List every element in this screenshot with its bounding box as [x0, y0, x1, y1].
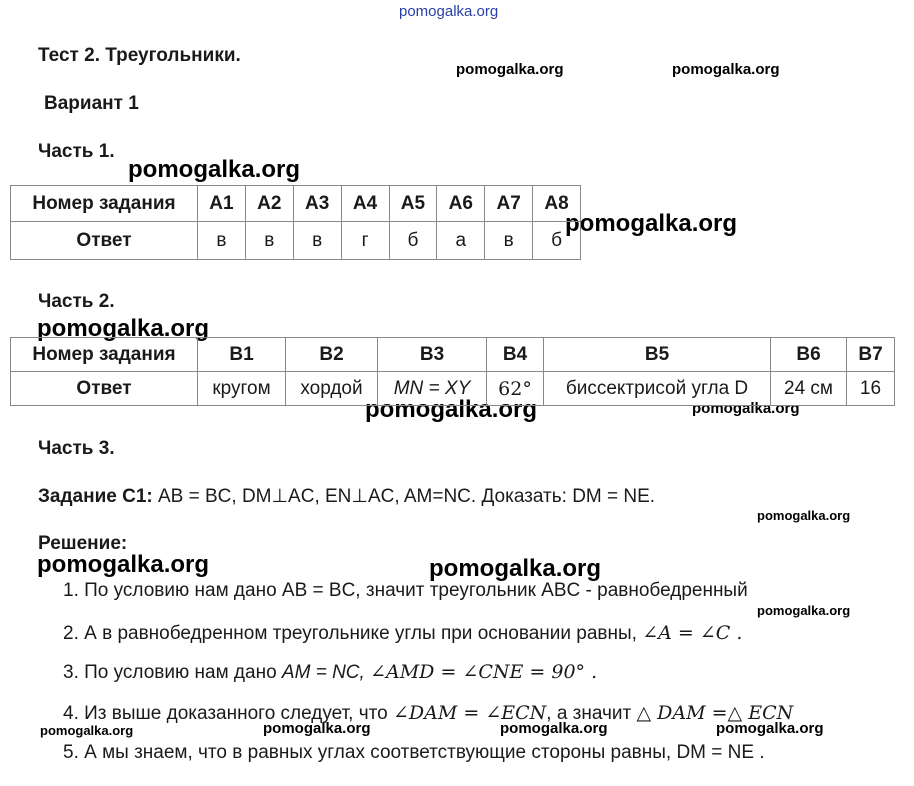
answer-cell: MN = XY — [378, 372, 487, 406]
variant-label: Вариант 1 — [44, 93, 139, 114]
answer-cell: 62° — [487, 372, 544, 406]
answer-cell: хордой — [286, 372, 378, 406]
answer-cell: биссектрисой угла D — [544, 372, 771, 406]
watermark: pomogalka.org — [37, 315, 210, 342]
watermark: pomogalka.org — [456, 61, 564, 78]
step-math: ∠DAM = ∠ECN — [392, 702, 547, 724]
task-number-label: Номер задания — [11, 186, 198, 222]
step-math: ∠AMD = ∠CNE = 90° . — [370, 661, 598, 683]
step-math: ∠A = ∠C . — [642, 622, 743, 644]
step-math: AM = NC, — [281, 662, 365, 683]
page-title: Тест 2. Треугольники. — [38, 45, 241, 66]
task-c1-label: Задание С1: — [38, 486, 153, 507]
task-number: А7 — [485, 186, 533, 222]
task-number: А4 — [341, 186, 389, 222]
solution-step — [63, 661, 597, 684]
watermark: pomogalka.org — [692, 400, 800, 417]
task-number-label: Номер задания — [11, 338, 198, 372]
watermark: pomogalka.org — [40, 723, 134, 738]
task-number: А3 — [293, 186, 341, 222]
watermark: pomogalka.org — [757, 508, 851, 523]
solution-step — [63, 622, 742, 645]
watermark: pomogalka.org — [716, 720, 824, 737]
solution-step — [63, 702, 793, 725]
answer-cell: а — [437, 222, 485, 260]
part2-heading: Часть 2. — [38, 291, 115, 312]
task-number: А1 — [198, 186, 246, 222]
watermark: pomogalka.org — [672, 61, 780, 78]
watermark: pomogalka.org — [565, 210, 738, 237]
task-number: А8 — [533, 186, 581, 222]
answer-cell: в — [485, 222, 533, 260]
answer-cell: кругом — [198, 372, 286, 406]
answer-cell: 16 — [847, 372, 895, 406]
answer-cell: 24 см — [771, 372, 847, 406]
task-number: А2 — [245, 186, 293, 222]
step-text: 2. А в равнобедренном треугольнике углы при основании равны, — [63, 623, 637, 644]
step-math: △ DAM =△ ECN — [636, 702, 794, 724]
task-number: В4 — [487, 338, 544, 372]
task-number: В1 — [198, 338, 286, 372]
watermark: pomogalka.org — [399, 3, 499, 20]
task-c1 — [38, 485, 655, 508]
answer-cell: в — [245, 222, 293, 260]
answer-cell: г — [341, 222, 389, 260]
answer-cell: в — [293, 222, 341, 260]
solution-heading: Решение: — [38, 533, 128, 554]
task-number: В5 — [544, 338, 771, 372]
task-number: В2 — [286, 338, 378, 372]
step-text: , а значит — [546, 703, 632, 724]
watermark: pomogalka.org — [263, 720, 371, 737]
watermark: pomogalka.org — [128, 156, 301, 183]
watermark: pomogalka.org — [429, 555, 602, 582]
answer-cell: в — [198, 222, 246, 260]
watermark: pomogalka.org — [500, 720, 608, 737]
answer-cell: б — [389, 222, 437, 260]
task-number: А5 — [389, 186, 437, 222]
answer-label: Ответ — [11, 222, 198, 260]
watermark: pomogalka.org — [757, 603, 851, 618]
part3-heading: Часть 3. — [38, 438, 115, 459]
part1-table — [10, 185, 581, 260]
step-text: 4. Из выше доказанного следует, что — [63, 703, 388, 724]
part1-heading: Часть 1. — [38, 141, 115, 162]
watermark: pomogalka.org — [365, 396, 538, 423]
task-number: В7 — [847, 338, 895, 372]
step-text: 3. По условию нам дано — [63, 662, 277, 683]
solution-step: 1. По условию нам дано AB = BC, значит треугольник ABC - равнобедренный — [63, 580, 748, 601]
task-c1-text: AB = BC, DM⊥AC, EN⊥AC, AM=NC. Доказать: DM = NE. — [152, 486, 656, 507]
answer-label: Ответ — [11, 372, 198, 406]
watermark: pomogalka.org — [37, 551, 210, 578]
answer-cell: б — [533, 222, 581, 260]
task-number: А6 — [437, 186, 485, 222]
task-number: В6 — [771, 338, 847, 372]
part2-table — [10, 337, 895, 406]
task-number: В3 — [378, 338, 487, 372]
solution-step: 5. А мы знаем, что в равных углах соответствующие стороны равны, DM = NE . — [63, 742, 765, 763]
